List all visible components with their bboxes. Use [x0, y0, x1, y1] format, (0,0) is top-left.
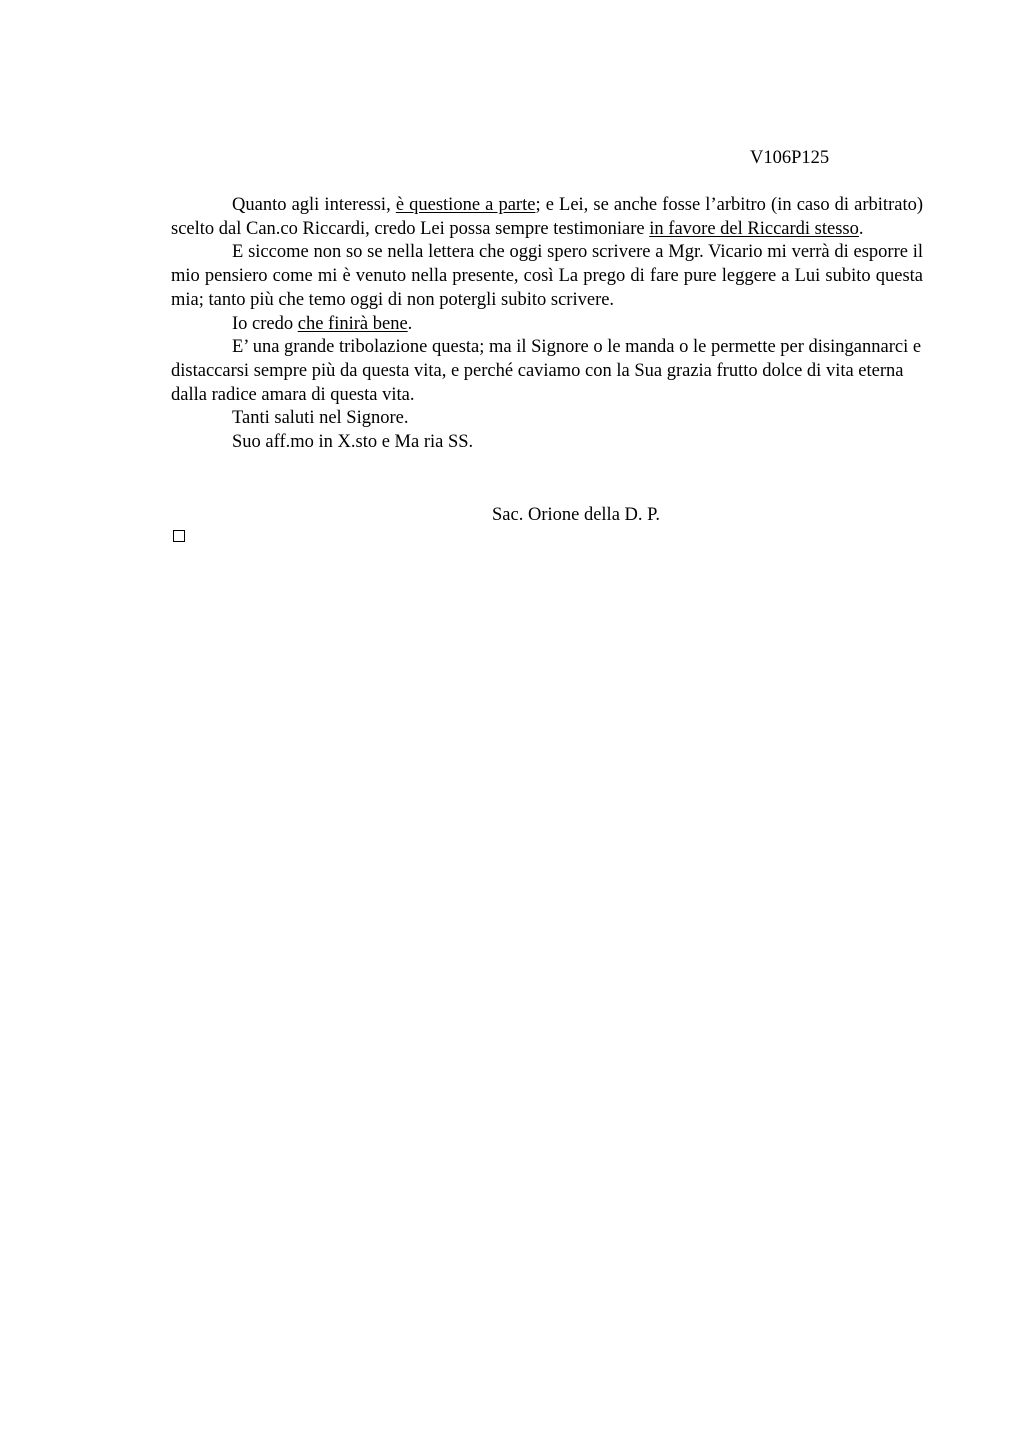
- text-run: .: [407, 313, 413, 334]
- text-run: Tanti saluti nel Signore.: [232, 408, 409, 429]
- text-run: E siccome non so se nella lettera che oggi spero scrivere a Mgr. Vicario mi verrà di esporre il mio pensiero come mi è venuto nella presente, così La prego di fare pure leggere a Lui subito questa mia; tanto più che temo oggi di non potergli subito scrivere.: [171, 242, 923, 310]
- text-run: .: [858, 218, 864, 239]
- letter-body: [171, 194, 923, 455]
- letter-paragraph: [171, 313, 923, 337]
- signature: Sac. Orione della D. P.: [492, 505, 661, 525]
- document-reference: V106P125: [750, 148, 830, 168]
- text-run: Quanto agli interessi,: [232, 195, 396, 215]
- letter-paragraph: [171, 407, 923, 431]
- text-run: Suo aff.mo in X.sto e Ma ria SS.: [232, 432, 474, 453]
- letter-paragraph: [171, 336, 923, 407]
- underlined-text: che finirà bene: [297, 313, 408, 334]
- text-run: E’ una grande tribolazione questa; ma il Signore o le manda o le permette per disingannarci e distaccarsi sempre più da questa vita, e perché caviamo con la Sua grazia frutto dolce di vita eterna dalla radice amara di questa vita.: [171, 337, 922, 405]
- letter-paragraph: [171, 194, 923, 241]
- text-run: Io credo: [232, 313, 298, 334]
- letter-paragraph: [171, 241, 923, 312]
- text-run: ; e Lei, se anche fosse l’arbitro (in caso di arbitrato) scelto dal Can.co Riccardi, credo Lei possa sempre testimoniare: [171, 195, 923, 239]
- underlined-text: è questione a parte: [395, 195, 536, 215]
- underlined-text: in favore del Riccardi stesso: [649, 218, 859, 239]
- letter-paragraph: [171, 431, 923, 455]
- empty-square-icon: [173, 530, 185, 542]
